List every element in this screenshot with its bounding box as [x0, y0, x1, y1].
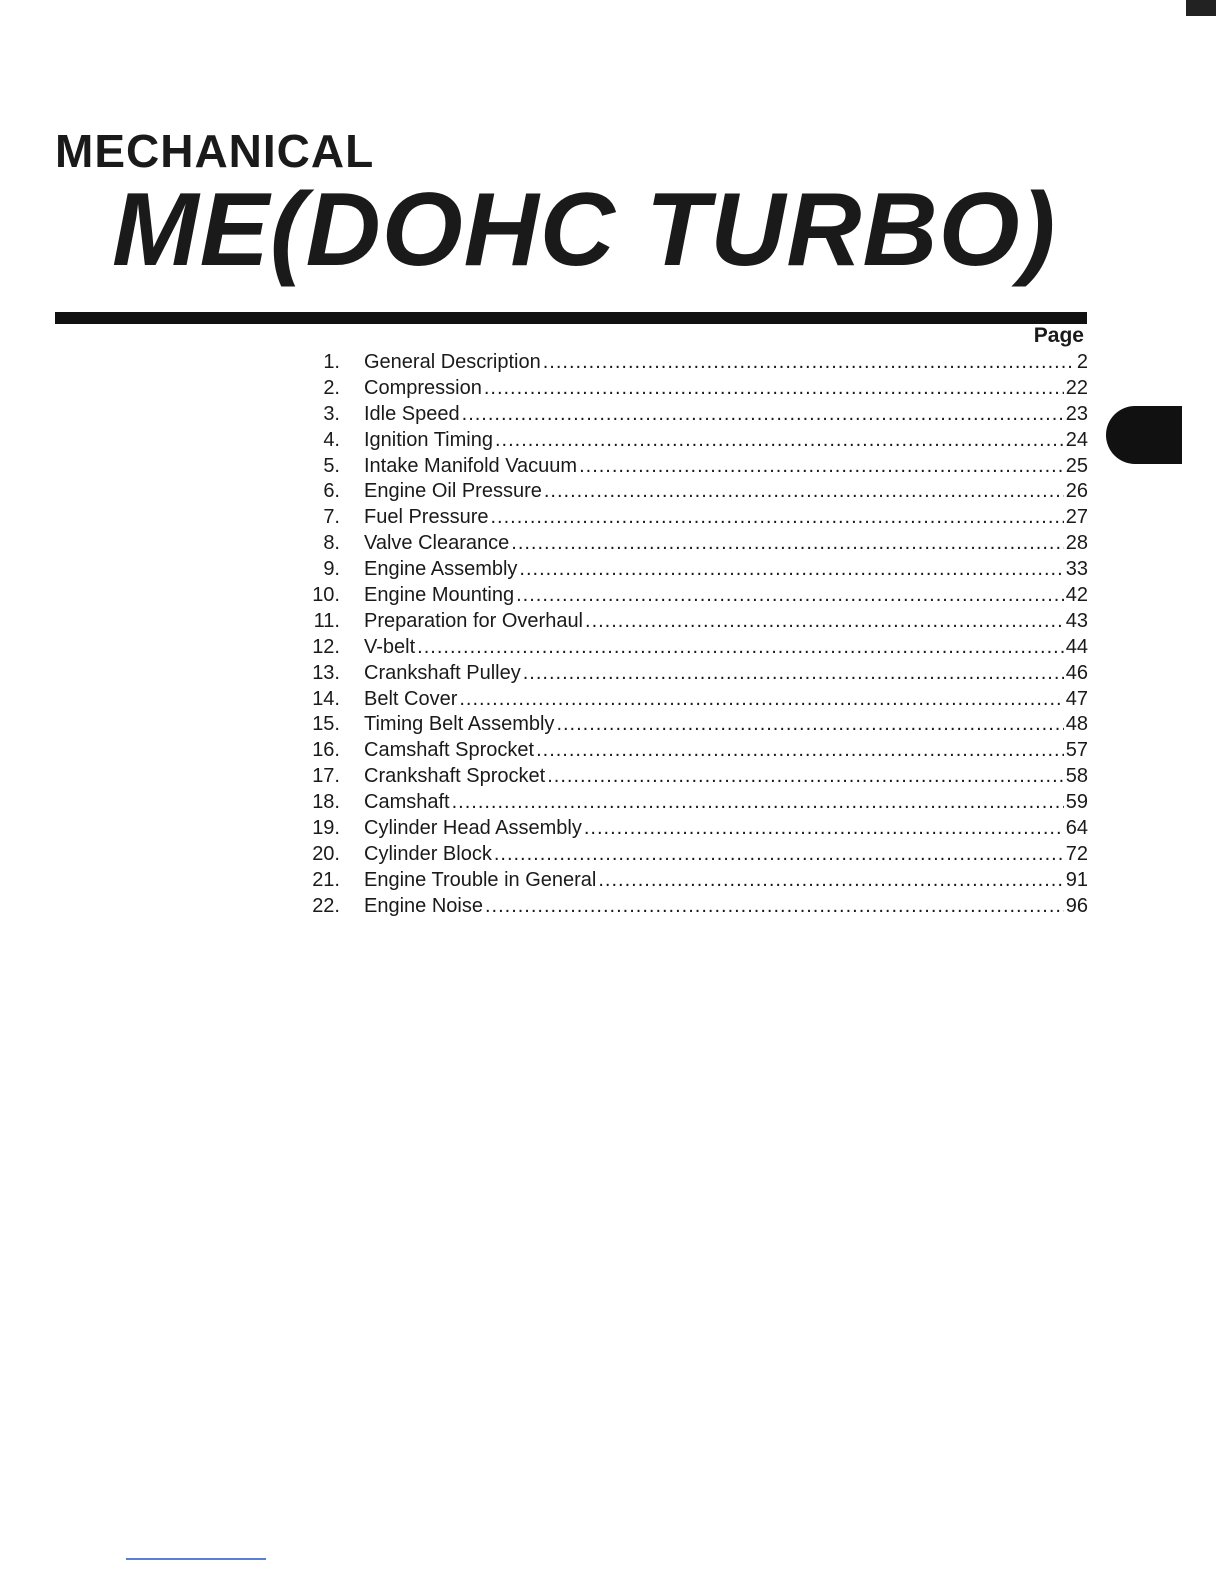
toc-entry-number: 13.: [312, 661, 340, 684]
toc-entry[interactable]: [300, 609, 1088, 635]
toc-dot-leader: [491, 505, 1064, 531]
toc-dot-leader: [516, 583, 1064, 609]
toc-dot-leader: [484, 376, 1064, 402]
toc-dot-leader: [485, 894, 1064, 920]
toc-entry-page: 44: [1065, 635, 1088, 658]
toc-entry[interactable]: [300, 764, 1088, 790]
toc-entry-page: 59: [1065, 791, 1088, 814]
toc-entry-page: 42: [1065, 584, 1088, 607]
toc-entry-title: Engine Mounting: [364, 584, 515, 607]
toc-entry-title: General Description: [364, 351, 541, 373]
toc-entry-title: Camshaft: [364, 791, 450, 814]
toc-entry-number: 8.: [323, 532, 340, 555]
toc-entry[interactable]: [300, 712, 1088, 738]
toc-entry-number: 7.: [323, 506, 340, 529]
toc-dot-leader: [543, 350, 1075, 376]
toc-entry-title: Valve Clearance: [364, 532, 510, 555]
toc-entry-number: 15.: [312, 713, 340, 736]
toc-entry-title: Intake Manifold Vacuum: [364, 454, 578, 477]
toc-entry-number: 12.: [312, 635, 340, 658]
toc-entry-title: Timing Belt Assembly: [364, 713, 555, 736]
toc-entry[interactable]: [300, 583, 1088, 609]
toc-entry-page: 46: [1065, 661, 1088, 684]
toc-entry-page: 26: [1065, 480, 1088, 503]
toc-entry-number: 2.: [323, 376, 340, 399]
toc-entry-title: Belt Cover: [364, 687, 458, 710]
toc-dot-leader: [598, 868, 1063, 894]
toc-dot-leader: [459, 687, 1063, 713]
toc-entry-title: Engine Oil Pressure: [364, 480, 542, 503]
toc-entry-title: Engine Trouble in General: [364, 868, 597, 891]
toc-dot-leader: [584, 816, 1064, 842]
toc-entry-number: 22.: [312, 894, 340, 917]
corner-scan-mark: [1186, 0, 1216, 16]
toc-dot-leader: [523, 661, 1064, 687]
toc-entry-number: 6.: [323, 480, 340, 503]
toc-entry-number: 3.: [323, 402, 340, 425]
toc-entry-title: Engine Noise: [364, 894, 483, 917]
toc-dot-leader: [417, 635, 1064, 661]
toc-entry[interactable]: [300, 557, 1088, 583]
toc-entry-title: Ignition Timing: [364, 428, 493, 451]
toc-dot-leader: [452, 790, 1064, 816]
toc-entry-number: 17.: [312, 765, 340, 788]
toc-dot-leader: [494, 842, 1064, 868]
toc-entry-number: 14.: [312, 687, 340, 710]
toc-entry-page: 43: [1065, 609, 1088, 632]
toc-entry-number: 11.: [313, 609, 340, 632]
toc-entry[interactable]: [300, 790, 1088, 816]
toc-entry[interactable]: [300, 428, 1088, 454]
toc-entry-page: 27: [1065, 506, 1088, 529]
toc-entry-page: 24: [1065, 428, 1088, 451]
toc-entry-title: Compression: [364, 376, 482, 399]
toc-entry[interactable]: [300, 402, 1088, 428]
footer-line: [126, 1558, 266, 1560]
toc-entry-number: 1.: [323, 351, 340, 373]
toc-entry[interactable]: [300, 531, 1088, 557]
toc-entry[interactable]: [300, 816, 1088, 842]
toc-dot-leader: [519, 557, 1063, 583]
toc-entry-page: 23: [1065, 402, 1088, 425]
toc-entry-title: Cylinder Block: [364, 842, 492, 865]
toc-entry-page: 91: [1065, 868, 1088, 891]
toc-entry[interactable]: [300, 454, 1088, 480]
toc-entry[interactable]: [300, 505, 1088, 531]
toc-entry-page: 48: [1065, 713, 1088, 736]
toc-entry-number: 5.: [323, 454, 340, 477]
toc-entry-number: 18.: [312, 791, 340, 814]
toc-entry[interactable]: [300, 687, 1088, 713]
toc-dot-leader: [544, 479, 1064, 505]
toc-entry-page: 33: [1065, 558, 1088, 581]
toc-entry-title: Idle Speed: [364, 402, 460, 425]
toc-entry[interactable]: [300, 868, 1088, 894]
toc-entry-page: 25: [1065, 454, 1088, 477]
table-of-contents: [300, 350, 1088, 920]
toc-entry[interactable]: [300, 661, 1088, 687]
toc-dot-leader: [579, 454, 1064, 480]
toc-entry[interactable]: [300, 894, 1088, 920]
toc-entry[interactable]: [300, 842, 1088, 868]
toc-entry[interactable]: [300, 738, 1088, 764]
toc-entry-number: 10.: [312, 584, 340, 607]
toc-dot-leader: [495, 428, 1064, 454]
toc-entry-number: 19.: [312, 817, 340, 840]
toc-entry-title: V-belt: [364, 635, 416, 658]
section-tab-marker: [1106, 406, 1182, 464]
toc-dot-leader: [462, 402, 1064, 428]
toc-entry-page: 28: [1065, 532, 1088, 555]
toc-entry-page: 64: [1065, 817, 1088, 840]
toc-entry-title: Crankshaft Sprocket: [364, 765, 546, 788]
toc-dot-leader: [585, 609, 1064, 635]
toc-entry-page: 2: [1076, 351, 1088, 373]
toc-dot-leader: [547, 764, 1064, 790]
toc-entry-title: Crankshaft Pulley: [364, 661, 521, 684]
toc-entry-title: Preparation for Overhaul: [364, 609, 584, 632]
toc-dot-leader: [556, 712, 1063, 738]
header-rule: [55, 312, 1087, 324]
toc-entry-title: Engine Assembly: [364, 558, 518, 581]
toc-entry[interactable]: [300, 479, 1088, 505]
toc-dot-leader: [536, 738, 1064, 764]
model-title: ME(DOHC TURBO): [112, 172, 1057, 288]
toc-entry-page: 96: [1065, 894, 1088, 917]
toc-entry-title: Cylinder Head Assembly: [364, 817, 582, 840]
toc-entry-number: 16.: [312, 739, 340, 762]
toc-entry-page: 58: [1065, 765, 1088, 788]
toc-entry-number: 9.: [323, 558, 340, 581]
toc-entry-title: Fuel Pressure: [364, 506, 489, 529]
toc-entry-page: 72: [1065, 842, 1088, 865]
section-title: MECHANICAL: [55, 125, 375, 177]
toc-entry-title: Camshaft Sprocket: [364, 739, 535, 762]
toc-dot-leader: [511, 531, 1063, 557]
toc-entry-number: 21.: [312, 868, 340, 891]
toc-entry[interactable]: [300, 350, 1088, 376]
toc-entry-page: 57: [1065, 739, 1088, 762]
toc-entry[interactable]: [300, 635, 1088, 661]
toc-entry-page: 22: [1065, 376, 1088, 399]
toc-entry[interactable]: [300, 376, 1088, 402]
toc-entry-number: 4.: [323, 428, 340, 451]
toc-entry-page: 47: [1065, 687, 1088, 710]
page-column-header: Page: [1033, 324, 1084, 347]
toc-entry-number: 20.: [312, 842, 340, 865]
